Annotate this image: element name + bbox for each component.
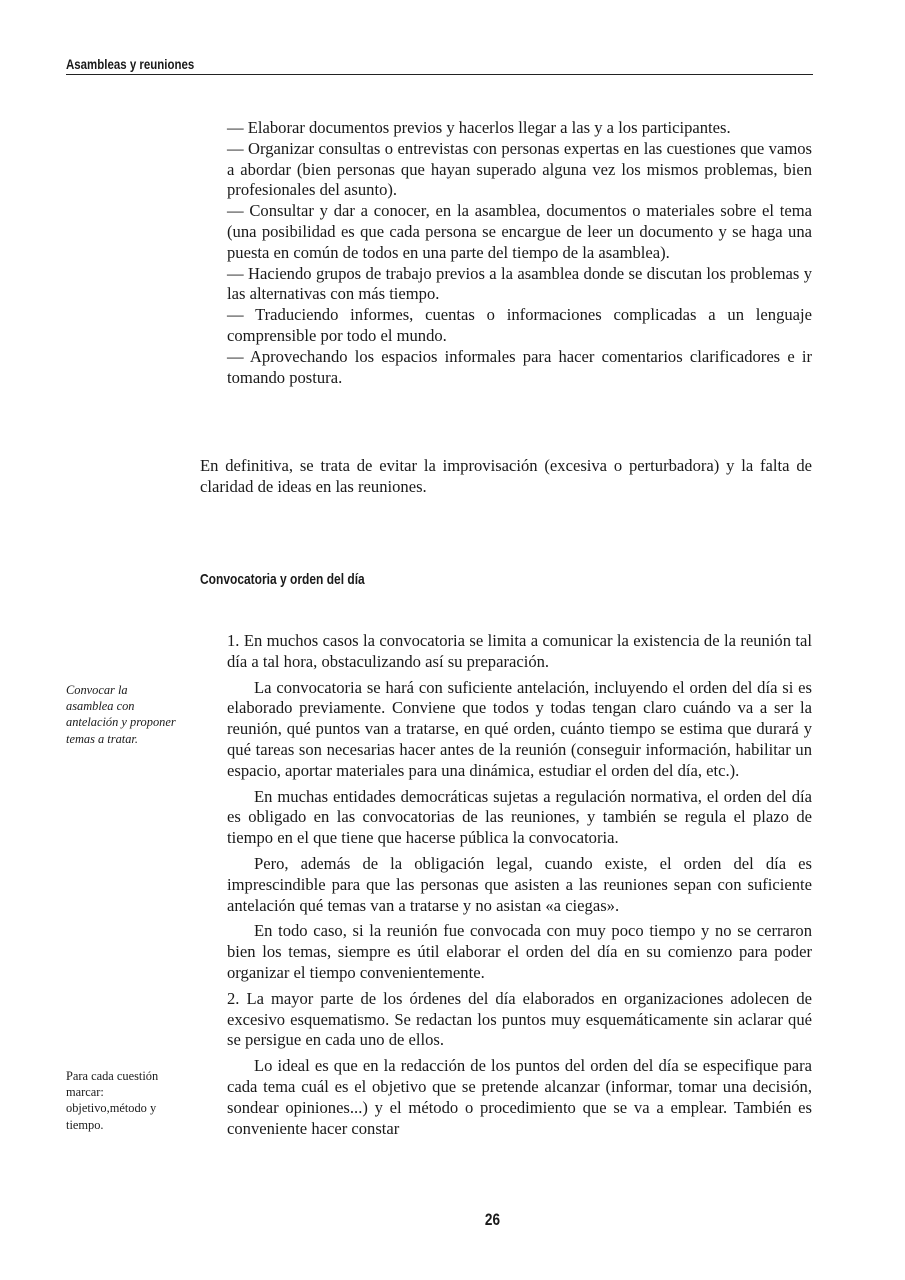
list-item: — Traduciendo informes, cuentas o informaciones complicadas a un lenguaje comprensible por todo el mundo.: [227, 305, 812, 345]
section-heading: [200, 571, 406, 588]
paragraph: 1. En muchos casos la convocatoria se limita a comunicar la existencia de la reunión tal día a tal hora, obstaculizando así su preparación.: [227, 631, 812, 671]
paragraph: Pero, además de la obligación legal, cuando existe, el orden del día es imprescindible para que las personas que asisten a las reuniones sepan con suficiente antelación qué temas van a tratarse y no asistan «a ciegas».: [227, 853, 812, 915]
paragraph: En todo caso, si la reunión fue convocada con muy poco tiempo y no se cerraron bien los temas, siempre es útil elaborar el orden del día en su comienzo para poder organizar el tiempo convenientemente.: [227, 921, 812, 982]
paragraph: Lo ideal es que en la redacción de los puntos del orden del día se especifique para cada tema cuál es el objetivo que se pretende alcanzar (informar, tomar una decisión, sondear opiniones...) y el método o procedimiento que se va a emplear. También es conveniente hacer constar: [227, 1056, 812, 1138]
page-number: [0, 1210, 905, 1230]
running-header-title: Asambleas y reuniones: [66, 56, 195, 72]
section-heading-text: Convocatoria y orden del día: [200, 571, 365, 588]
main-text: [227, 631, 812, 1144]
margin-note-objetivo: Para cada cuestión marcar: objetivo,método y tiempo.: [66, 1069, 159, 1132]
list-item: — Elaborar documentos previos y hacerlos llegar a las y a los participantes.: [227, 118, 731, 137]
margin-note-convocatoria: Convocar la asamblea con antelación y proponer temas a tratar.: [66, 683, 176, 746]
paragraph: En muchas entidades democráticas sujetas a regulación normativa, el orden del día es obligado en las convocatorias de las reuniones, y también se regula el plazo de tiempo en el que tiene que hacerse pública la convocatoria.: [227, 786, 812, 848]
page-number-text: 26: [484, 1210, 501, 1229]
list-item: — Haciendo grupos de trabajo previos a la asamblea donde se discutan los problemas y las alternativas con más tiempo.: [227, 263, 812, 304]
preparation-list: [227, 118, 812, 388]
paragraph: 2. La mayor parte de los órdenes del día elaborados en organizaciones adolecen de excesivo esquematismo. Se redactan los puntos muy esquemáticamente sin aclarar qué se persigue en cada uno de ellos.: [227, 988, 812, 1050]
running-header: [66, 56, 813, 75]
list-item: — Organizar consultas o entrevistas con personas expertas en las cuestiones que vamos a abordar (bien personas que hayan superado alguna vez los mismos problemas, bien profesionales del asunto).: [227, 138, 812, 200]
paragraph: La convocatoria se hará con suficiente antelación, incluyendo el orden del día si es elaborado previamente. Conviene que todos y todas tengan claro cuándo va a ser la reunión, qué puntos van a tratarse, en qué orden, cuánto tiempo se estima que durará y qué tareas son necesarias hacer antes de la reunión (conseguir información, habilitar un espacio, aportar materiales para una dinámica, estudiar el orden del día, etc.).: [227, 677, 812, 780]
list-item: — Consultar y dar a conocer, en la asamblea, documentos o materiales sobre el tema (una posibilidad es que cada persona se encargue de leer un documento y se haga una puesta en común de todos en una parte del tiempo de la asamblea).: [227, 201, 812, 262]
list-item: — Aprovechando los espacios informales para hacer comentarios clarificadores e ir tomando postura.: [227, 346, 812, 387]
conclusion-paragraph: En definitiva, se trata de evitar la improvisación (excesiva o perturbadora) y la falta de claridad de ideas en las reuniones.: [200, 456, 812, 496]
